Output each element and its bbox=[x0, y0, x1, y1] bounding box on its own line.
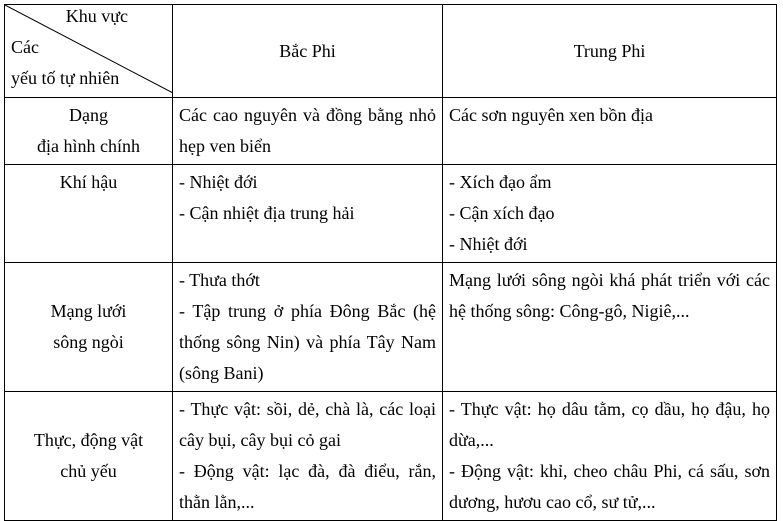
corner-cell bbox=[5, 5, 173, 98]
header-row bbox=[5, 5, 777, 98]
cell-line: - Xích đạo ẩm bbox=[449, 172, 552, 192]
cell-line: - Cận nhiệt địa trung hải bbox=[179, 203, 355, 223]
table-row bbox=[5, 165, 777, 263]
cell-bac-phi-dia-hinh bbox=[173, 98, 443, 165]
row-label-line: Dạng bbox=[69, 105, 108, 125]
cell-line: - Cận xích đạo bbox=[449, 203, 555, 223]
cell-text: Các cao nguyên và đồng bằng nhỏ hẹp ven biển bbox=[179, 105, 436, 156]
cell-line: - Thưa thớt bbox=[179, 270, 260, 290]
column-header-trung-phi: Trung Phi bbox=[443, 5, 777, 98]
column-header-bac-phi: Bắc Phi bbox=[173, 5, 443, 98]
row-label-line: Khí hậu bbox=[59, 172, 118, 192]
cell-line: - Thực vật: sồi, dẻ, chà là, các loại cây bụi, cây bụi cỏ gai bbox=[179, 399, 436, 450]
row-label-line: sông ngòi bbox=[53, 332, 124, 352]
cell-line: - Nhiệt đới bbox=[449, 234, 528, 254]
corner-top-label: Khu vực bbox=[65, 6, 128, 26]
cell-trung-phi-dia-hinh bbox=[443, 98, 777, 165]
comparison-table bbox=[4, 4, 777, 521]
table-row bbox=[5, 98, 777, 165]
cell-line: - Tập trung ở phía Đông Bắc (hệ thống sông Nin) và phía Tây Nam (sông Bani) bbox=[179, 301, 436, 383]
cell-trung-phi-song-ngoi bbox=[443, 263, 777, 392]
table-row bbox=[5, 392, 777, 521]
cell-trung-phi-dong-thuc-vat bbox=[443, 392, 777, 521]
row-label-dong-thuc-vat bbox=[5, 392, 173, 521]
cell-trung-phi-khi-hau bbox=[443, 165, 777, 263]
cell-line: - Động vật: khỉ, cheo châu Phi, cá sấu, sơn dương, hươu cao cổ, sư tử,... bbox=[449, 461, 770, 512]
cell-text: Các sơn nguyên xen bồn địa bbox=[449, 105, 653, 125]
cell-line: - Nhiệt đới bbox=[179, 172, 258, 192]
row-label-line: Mạng lưới bbox=[50, 301, 127, 321]
corner-mid-label: Các bbox=[11, 37, 39, 57]
row-label-song-ngoi bbox=[5, 263, 173, 392]
cell-bac-phi-khi-hau bbox=[173, 165, 443, 263]
cell-bac-phi-dong-thuc-vat bbox=[173, 392, 443, 521]
row-label-khi-hau bbox=[5, 165, 173, 263]
row-label-dia-hinh bbox=[5, 98, 173, 165]
row-label-line: chủ yếu bbox=[60, 461, 117, 481]
row-label-line: Thực, động vật bbox=[33, 430, 144, 450]
table-row bbox=[5, 263, 777, 392]
cell-line: - Thực vật: họ dâu tằm, cọ dầu, họ đậu, họ dừa,... bbox=[449, 399, 770, 450]
corner-bottom-label: yếu tố tự nhiên bbox=[11, 68, 120, 88]
cell-bac-phi-song-ngoi bbox=[173, 263, 443, 392]
cell-line: Mạng lưới sông ngòi khá phát triển với các hệ thống sông: Công-gô, Nigiê,... bbox=[449, 270, 770, 321]
row-label-line: địa hình chính bbox=[37, 136, 140, 156]
cell-line: - Động vật: lạc đà, đà điểu, rắn, thằn lằn,... bbox=[179, 461, 436, 512]
